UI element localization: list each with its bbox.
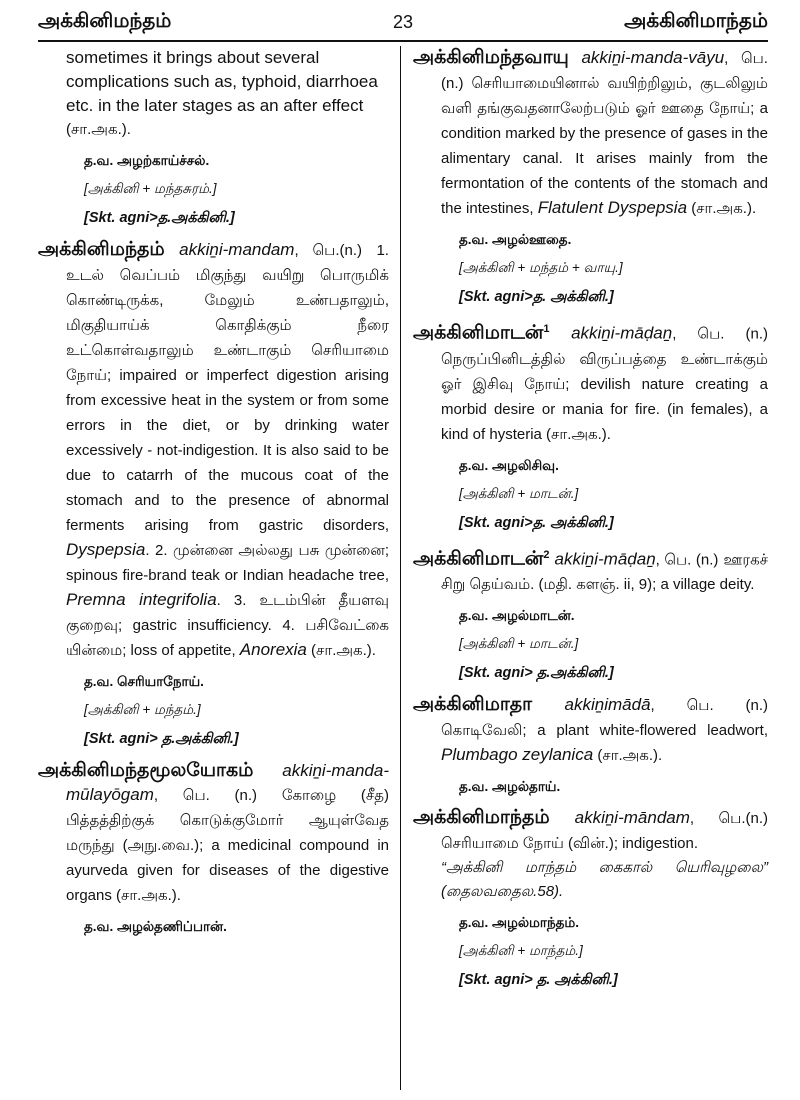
dictionary-entry [413, 46, 768, 221]
entry-text [413, 317, 768, 447]
definition: (சா.அக.). [687, 200, 757, 217]
continued-line: (சா.அக.). [66, 121, 131, 138]
homonym-number: 2 [543, 548, 550, 561]
etymology: [அக்கினி + மந்தசுரம்.] [84, 181, 217, 196]
continued-line: complications such as, typhoid, diarrhoea [66, 72, 378, 91]
definition: (சா.அக.). [306, 642, 376, 659]
headword: அக்கினிமாந்தம் [413, 807, 550, 829]
entry-text [38, 238, 389, 663]
left-column [38, 46, 389, 1090]
transliteration: akkiṉi-māḍaṉ [571, 323, 673, 343]
etymology: [அக்கினி + மாந்தம்.] [459, 943, 583, 959]
transliteration: akkiṉi-māḍaṉ [554, 549, 656, 569]
scientific-name: Dyspepsia [66, 540, 146, 559]
continued-line: sometimes it brings about several [66, 48, 320, 67]
entry-text [413, 693, 768, 768]
dictionary-entry [413, 543, 768, 598]
tamil-equivalent: த.வ. அழல்தணிப்பான். [84, 919, 227, 934]
sanskrit-origin: [Skt. agni>த. அக்கினி.] [459, 514, 614, 531]
part-of-speech: , பெ. (n.) [655, 551, 719, 569]
definition: . 3. உடம்பின் தீயளவு குறைவு; gastric insufficiency. 4. பசிவேட்கை யின்மை; loss of appetite, [66, 592, 389, 659]
tamil-equivalent: த.வ. அழல்மாடன். [459, 608, 575, 624]
scientific-name: Plumbago zeylanica [441, 745, 594, 765]
dictionary-entry [38, 759, 389, 908]
right-column [413, 46, 768, 1090]
citation-quote: “அக்கினி மாந்தம் கைகால் யெரிவுழலை” (தைலவதைல.58). [441, 859, 768, 901]
header-right-guide-word: அக்கினிமாந்தம் [624, 10, 768, 32]
page-header [38, 8, 768, 38]
headword: அக்கினிமந்தம் [38, 239, 165, 260]
continued-entry [38, 46, 389, 142]
header-rule [38, 40, 768, 42]
dictionary-entry [413, 693, 768, 768]
sanskrit-origin: [Skt. agni> த.அக்கினி.] [84, 731, 239, 747]
definition: (சா.அக.). [593, 747, 663, 765]
tamil-equivalent: த.வ. அழல்ஊதை. [459, 232, 572, 247]
tamil-equivalent: த.வ. அழலிசிவு. [459, 457, 559, 473]
scientific-name: Flatulent Dyspepsia [537, 198, 688, 217]
part-of-speech: , பெ. (n.) [153, 787, 282, 804]
definition: செரியாமை நோய் (வின்.); indigestion. [441, 835, 699, 853]
tamil-equivalent: த.வ. அழல்மாந்தம். [459, 915, 580, 931]
tamil-equivalent: த.வ. அழற்காய்ச்சல். [84, 153, 210, 168]
definition: . 2. முன்னை அல்லது பசு முன்னை; spinous fire-brand teak or Indian headache tree, [66, 542, 389, 584]
sanskrit-origin: [Skt. agni> த.அக்கினி.] [459, 665, 614, 682]
homonym-number: 1 [543, 323, 550, 335]
dictionary-entry [413, 317, 768, 447]
transliteration: akkiṉi-manda-vāyu [581, 48, 725, 67]
part-of-speech: , பெ.(n.) [689, 810, 768, 828]
part-of-speech: , பெ. (n.) [672, 325, 768, 343]
definition: 1. உடல் வெப்பம் மிகுந்து வயிறு பொருமிக் கொண்டிருக்க, மேலும் உண்பதாலும், மிகுதியாய்க் கொதிக்கும் நீரை உட்கொள்வதாலும் உண்டாகும் செரியாமை நோய்; impaired or imperfect digestion arising from excessive heat in the system or from some errors in the diet, or by drinking water excessively - not-indigestion. It is also said to be due to catarrh of the mucous coat of the stomach and to the presence of abnormal ferments arising from gastric disorders, [66, 242, 389, 534]
definition: கோழை (சீத) பித்தத்திற்குக் கொடுக்குமோர் ஆயுள்வேத மருந்து (அநு.வை.); a medicinal compound in ayurveda given for diseases of the digestive organs (சா.அக.). [66, 787, 389, 904]
scientific-name: Premna integrifolia [66, 590, 217, 609]
entry-text [413, 46, 768, 221]
entry-text [413, 543, 768, 598]
headword: அக்கினிமாடன் [413, 322, 544, 344]
transliteration: akkiṉi-māndam [574, 808, 690, 828]
headword: அக்கினிமாடன் [413, 548, 544, 570]
dictionary-entry [413, 806, 768, 904]
definition: நெருப்பினிடத்தில் விருப்பத்தை உண்டாக்கும் ஓர் இசிவு நோய்; devilish nature creating a morbid desire or mania for fire. (in females), a kind of hysteria (சா.அக.). [441, 350, 768, 443]
transliteration: akkiṉi-mandam [179, 240, 295, 259]
page-number: 23 [392, 12, 414, 32]
sanskrit-origin: [Skt. agni>த.அக்கினி.] [84, 210, 235, 226]
tamil-equivalent: த.வ. அழல்தாய். [459, 779, 561, 795]
sanskrit-origin: [Skt. agni> த. அக்கினி.] [459, 972, 618, 989]
etymology: [அக்கினி + மந்தம்.] [84, 702, 201, 717]
column-divider [400, 46, 401, 1090]
entry-text [38, 759, 389, 908]
etymology: [அக்கினி + மாடன்.] [459, 636, 579, 652]
headword: அக்கினிமந்தமூலயோகம் [38, 760, 254, 781]
two-column-body [38, 46, 768, 1090]
scientific-name: Anorexia [239, 640, 307, 659]
part-of-speech: , [724, 50, 729, 67]
headword: அக்கினிமந்தவாயு [413, 47, 569, 68]
definition: பெ.(n.) செரியாமையினால் வயிற்றிலும், குடலிலும் வளி தங்குவதனாலேற்படும் ஓர் ஊதை நோய்; a condition marked by the presence of gases in the alimentary canal. It arises mainly from the fermontation of the contents of the stomach and the intestines, [441, 50, 768, 217]
transliteration: akkiṉi-manda-mūlayōgam [66, 761, 389, 804]
sanskrit-origin: [Skt. agni>த. அக்கினி.] [459, 289, 614, 305]
definition: கொடிவேலி; a plant white-flowered leadwort, [441, 722, 768, 740]
continued-line: etc. in the later stages as an after effect [66, 96, 364, 115]
part-of-speech: , பெ.(n.) [294, 242, 363, 259]
headword: அக்கினிமாதா [413, 694, 533, 716]
etymology: [அக்கினி + மாடன்.] [459, 485, 579, 501]
entry-text [413, 806, 768, 856]
etymology: [அக்கினி + மந்தம் + வாயு.] [459, 260, 623, 275]
transliteration: akkiṉimādā [564, 695, 651, 715]
tamil-equivalent: த.வ. செரியாநோய். [84, 674, 204, 689]
definition: ஊரகச் சிறு தெய்வம். (மதி. களஞ். ii, 9); a village deity. [441, 551, 768, 594]
dictionary-entry [38, 238, 389, 663]
header-left-guide-word: அக்கினிமந்தம் [38, 10, 172, 32]
part-of-speech: , பெ. (n.) [650, 697, 768, 715]
